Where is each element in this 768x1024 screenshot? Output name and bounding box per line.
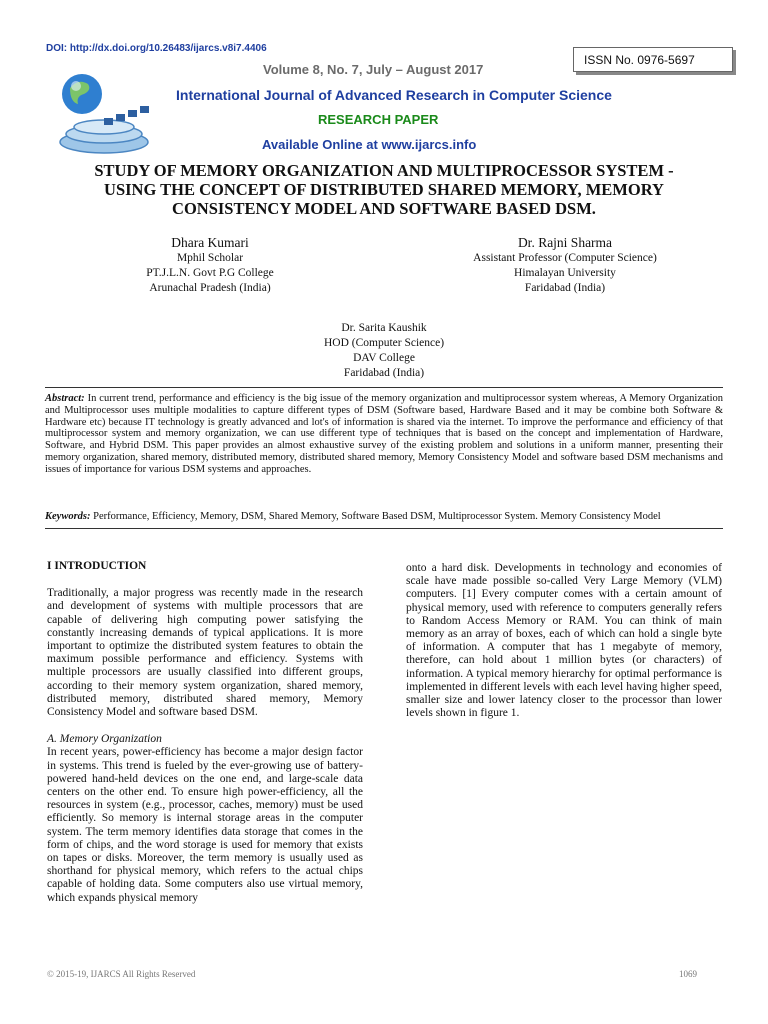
intro-paragraph: Traditionally, a major progress was recently made in the research and development of systems with multiple processors that are capable of delivering high computing power satisfying the constantly increasing demands of typical applications. It is more important to optimize the distributed system features to obtain the maximum possible performance and efficiency. Systems with multiple processors are usually classified into different groups, according to their memory system organization, shared memory, distributed memory, distributed shared memory, Memory Consistency Model and software based DSM. — [47, 587, 363, 719]
keywords-label: Keywords: — [45, 511, 91, 522]
author-affiliation: Mphil Scholar — [176, 252, 244, 264]
author-affiliation: HOD (Computer Science) — [323, 337, 445, 349]
title-line: CONSISTENCY MODEL AND SOFTWARE BASED DSM. — [172, 199, 596, 218]
abstract-text: In current trend, performance and efficiency is the big issue of the memory organization and multiprocessor system whereas, A Memory Organization and Multiprocessor uses multiple modalities to capture different types of DSM (Software based, Hardware Based and it may be combine both Software & Hardware etc) because IT technology is greatly advanced and lot's of information is shared via the internet. To improve the performance and efficiency of that multiprocessor system and memory organization, we can use different type of techniques that is based on the concept and implementation of Hardware, Software, and Hybrid DSM. This paper provides an almost exhaustive survey of the existing problem and solutions in a uniform manner, presenting their memory organization, shared memory, distributed memory, distributed shared memory, Memory Consistency Model and software based DSM mechanisms and issues of importance for various DSM systems and approaches. — [45, 393, 723, 475]
author-affiliation: DAV College — [353, 352, 415, 364]
memory-organization-paragraph: In recent years, power-efficiency has become a major design factor in systems. This trend is fueled by the ever-growing use of battery-powered hand-held devices on the one end, and large-scale data centers on the other end. To ensure high power-efficiency, all the resources in system (e.g., processor, caches, memory) must be used efficiently. So memory is internal storage areas in the computer system. The term memory identifies data storage that comes in the form of chips, and the word storage is used for memory that exists on tapes or disks. Moreover, the term memory is usually used as shorthand for physical memory, which refers to the actual chips capable of holding data. Some computers also use virtual memory, which expands physical memory — [47, 746, 363, 904]
keywords-text: Performance, Efficiency, Memory, DSM, Shared Memory, Software Based DSM, Multiprocessor System. Memory Consistency Model — [90, 511, 661, 522]
author-name: Dhara Kumari — [171, 235, 249, 250]
author-affiliation: Arunachal Pradesh (India) — [149, 282, 271, 294]
paper-type: RESEARCH PAPER — [318, 112, 439, 127]
author-affiliation: Himalayan University — [514, 267, 616, 279]
author-affiliation: PT.J.L.N. Govt P.G College — [146, 267, 274, 279]
abstract — [45, 387, 723, 476]
continued-paragraph: onto a hard disk. Developments in technology and economies of scale have made possible so-called Very Large Memory (VLM) computers. [1] Every computer comes with a certain amount of physical memory, used with reference to computers generally refers to Random Access Memory or RAM. You can think of main memory as an array of boxes, each of which can hold a single byte of information. A computer that has 1 megabyte of memory, therefore, can hold about 1 million bytes (or characters) of information. A typical memory hierarchy for optimal performance is implemented in different levels with each level having higher speed, smaller size and lower latency closer to the processor than lower levels shown in figure 1. — [406, 562, 722, 720]
title-line: STUDY OF MEMORY ORGANIZATION AND MULTIPROCESSOR SYSTEM - — [94, 161, 674, 180]
section-heading: I INTRODUCTION — [47, 560, 147, 572]
author-name: Dr. Rajni Sharma — [517, 235, 613, 250]
author-affiliation: Faridabad (India) — [524, 282, 606, 294]
author-block — [450, 234, 680, 296]
keywords — [45, 511, 723, 529]
author-affiliation: Faridabad (India) — [343, 367, 425, 379]
abstract-label: Abstract: — [45, 393, 85, 404]
left-column — [47, 560, 363, 905]
author-block — [284, 321, 484, 381]
paper-title — [40, 161, 728, 218]
available-online: Available Online at www.ijarcs.info — [262, 137, 477, 152]
doi-link[interactable]: DOI: http://dx.doi.org/10.26483/ijarcs.v8i7.4406 — [46, 43, 267, 54]
author-affiliation: Assistant Professor (Computer Science) — [473, 252, 657, 264]
journal-name: International Journal of Advanced Research in Computer Science — [176, 87, 612, 103]
right-column — [406, 562, 722, 720]
subsection-heading: A. Memory Organization — [47, 733, 162, 746]
volume-info: Volume 8, No. 7, July – August 2017 — [263, 62, 484, 77]
title-line: USING THE CONCEPT OF DISTRIBUTED SHARED MEMORY, MEMORY — [104, 180, 664, 199]
copyright: © 2015-19, IJARCS All Rights Reserved — [47, 969, 196, 979]
author-block — [100, 234, 320, 296]
page-number: 1069 — [679, 969, 697, 979]
globe-journal-logo-icon — [44, 60, 164, 160]
author-name: Dr. Sarita Kaushik — [341, 322, 427, 334]
issn-box: ISSN No. 0976-5697 — [573, 47, 733, 72]
